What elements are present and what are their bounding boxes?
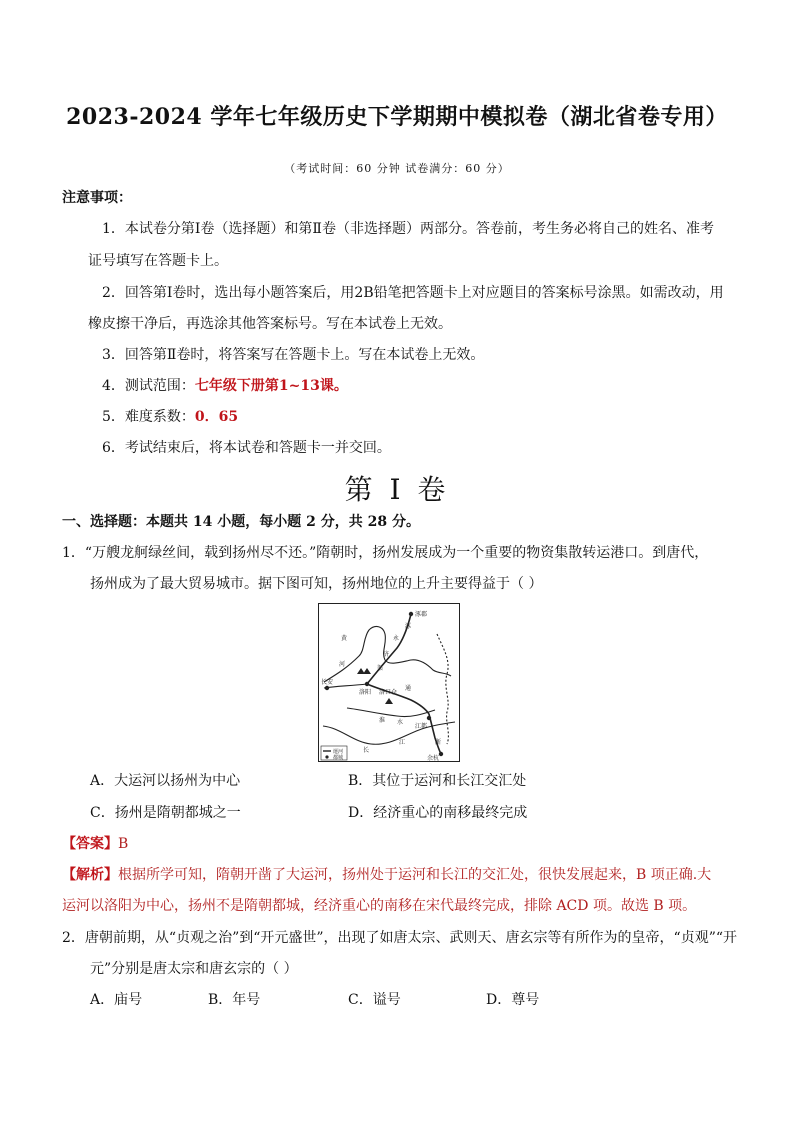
analysis-label: 【解析】 [62, 867, 118, 883]
answer-label: 【答案】 [62, 836, 118, 852]
grand-canal-map [318, 603, 460, 762]
q1-stem-line-1: 1．“万艘龙舸绿丝间，载到扬州尽不还。”隋朝时，扬州发展成为一个重要的物资集散转运港口。到唐代， [62, 545, 709, 561]
answer-value: B [118, 836, 129, 852]
map-label-huai: 淮 [379, 717, 386, 724]
page-title: 2023-2024 学年七年级历史下学期期中模拟卷（湖北省卷专用） [66, 104, 728, 130]
difficulty-value: 0．65 [194, 409, 239, 425]
map-label-qu: 渠 [377, 665, 384, 672]
map-label-changan: 长安 [321, 679, 334, 686]
legend-capital: 都城 [333, 755, 344, 761]
q1-analysis-line-1 [62, 865, 711, 885]
section-heading: 一、选择题：本题共 14 小题，每小题 2 分，共 28 分。 [62, 514, 420, 530]
jiangdu-marker [427, 716, 431, 720]
legend-canal: 運河 [333, 749, 344, 755]
luoyang-marker [365, 682, 369, 686]
test-scope: 七年级下册第1~13课。 [194, 378, 348, 394]
map-label-jiangdu: 江都 [415, 723, 428, 730]
q1-stem-line-2: 扬州成为了最大贸易城市。据下图可知，扬州地位的上升主要得益于（ ） [90, 576, 543, 592]
notes-heading: 注意事项： [62, 190, 132, 206]
note-3: 3．回答第Ⅱ卷时，将答案写在答题卡上。写在本试卷上无效。 [102, 347, 485, 363]
q1-option-c: C．扬州是隋朝都城之一 [90, 805, 241, 821]
q1-option-b: B．其位于运河和长江交汇处 [348, 773, 527, 789]
q2-option-b: B．年号 [208, 992, 261, 1008]
q2-option-c: C．谥号 [348, 992, 401, 1008]
changan-marker [325, 686, 329, 690]
map-label-chang: 长 [363, 747, 370, 754]
map-label-huang: 黄 [341, 635, 348, 642]
q1-option-a: A．大运河以扬州为中心 [90, 773, 241, 789]
map-legend [321, 746, 347, 761]
map-label-zhuojun: 涿郡 [415, 611, 428, 618]
granary-icon-2 [385, 698, 393, 704]
map-label-yong: 永 [393, 635, 400, 642]
q2-option-a: A．庙号 [90, 992, 143, 1008]
map-label-zhe: 浙 [435, 739, 442, 746]
note-5-label: 5．难度系数： [102, 409, 195, 425]
map-label-tong: 通 [405, 685, 412, 692]
yuhang-marker [439, 752, 443, 756]
volume-heading: 第 I 卷 [344, 473, 450, 506]
map-label-shui: 水 [397, 719, 404, 726]
map-label-luoyang: 洛阳 [359, 689, 372, 696]
map-label-zhuo: 涿 [405, 623, 412, 630]
map-label-jiang: 江 [399, 739, 406, 746]
note-2-line-2: 橡皮擦干净后，再选涂其他答案标号。写在本试卷上无效。 [88, 316, 452, 332]
map-label-ji: 济 [383, 651, 390, 658]
granary-icon [357, 668, 371, 674]
note-1-line-2: 证号填写在答题卡上。 [88, 253, 228, 269]
q2-stem-line-2: 元”分别是唐太宗和唐玄宗的（ ） [90, 961, 298, 977]
note-4-label: 4．测试范围： [102, 378, 195, 394]
note-2-line-1: 2．回答第Ⅰ卷时，选出每小题答案后，用2B铅笔把答题卡上对应题目的答案标号涂黑。如需改动，用 [102, 285, 724, 301]
analysis-text-1: 根据所学可知，隋朝开凿了大运河，扬州处于运河和长江的交汇处，很快发展起来，B 项正确.大 [118, 867, 712, 883]
q1-option-d: D．经济重心的南移最终完成 [348, 805, 528, 821]
exam-time-info: （考试时间：60 分钟 试卷满分：60 分） [284, 162, 510, 175]
map-label-luokoucang: 洛口仓 [379, 689, 398, 696]
q2-stem-line-1: 2．唐朝前期，从“贞观之治”到“开元盛世”，出现了如唐太宗、武则天、唐玄宗等有所作为的皇帝，“贞观”“开 [62, 930, 738, 946]
q1-answer [62, 834, 128, 854]
q1-analysis-line-2: 运河以洛阳为中心，扬州不是隋朝都城，经济重心的南移在宋代最终完成，排除 ACD 项。故选 B 项。 [62, 898, 697, 914]
note-5 [102, 407, 238, 427]
q2-option-d: D．尊号 [486, 992, 540, 1008]
zhuojun-marker [409, 612, 413, 616]
map-label-he: 河 [339, 661, 346, 668]
map-label-yuhang: 余杭 [427, 755, 440, 761]
note-4 [102, 376, 348, 396]
note-6: 6．考试结束后，将本试卷和答题卡一并交回。 [102, 440, 391, 456]
note-1-line-1: 1．本试卷分第Ⅰ卷（选择题）和第Ⅱ卷（非选择题）两部分。答卷前，考生务必将自己的姓名、准考 [102, 221, 714, 237]
map-figure [319, 604, 459, 761]
